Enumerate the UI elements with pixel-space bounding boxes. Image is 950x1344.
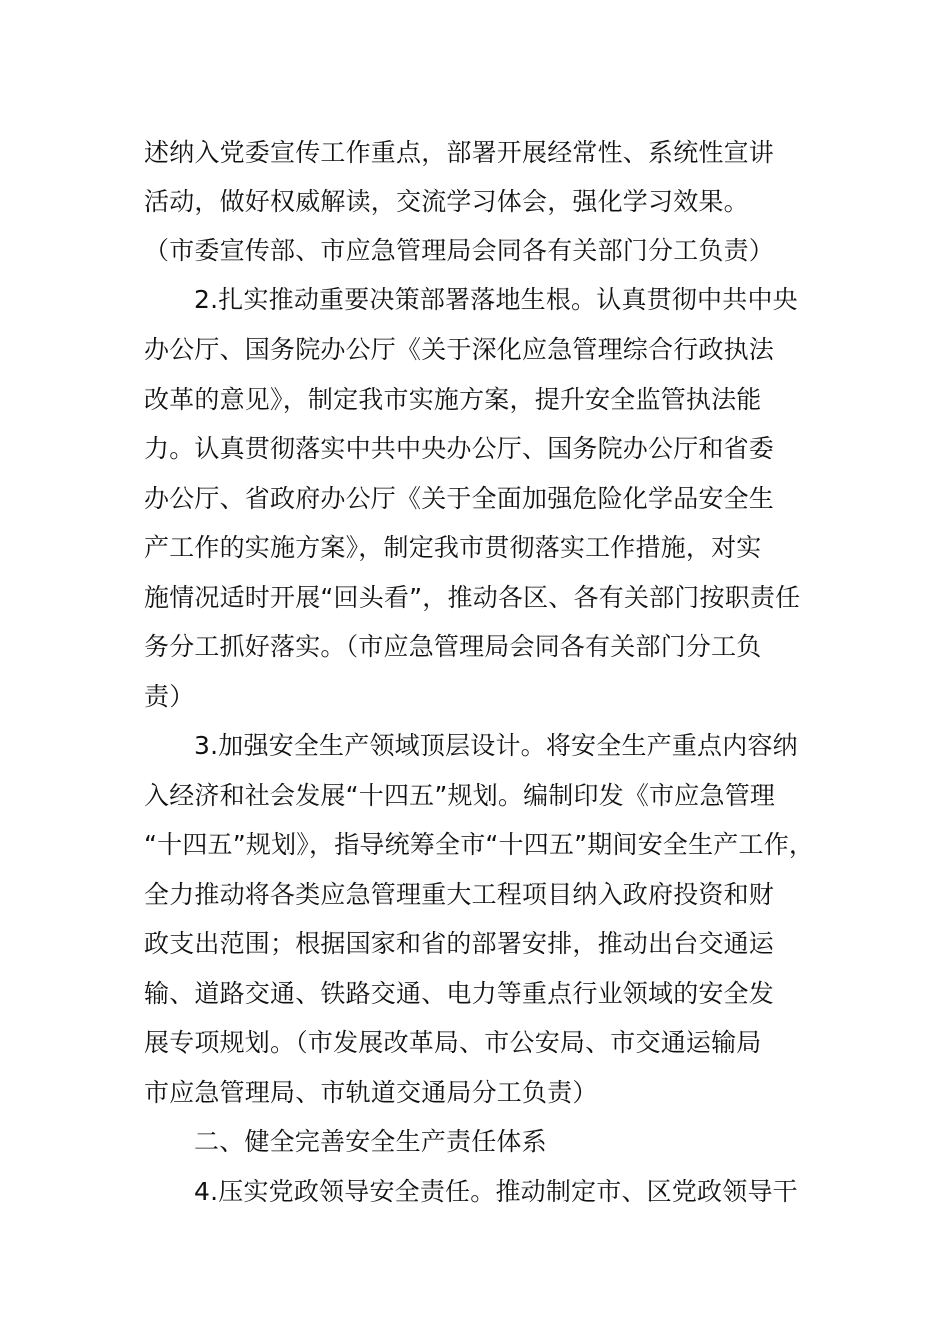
text-line: 市应急管理局、市轨道交通局分工负责） (144, 1078, 598, 1107)
text-line: 全力推动将各类应急管理重大工程项目纳入政府投资和财 (144, 880, 775, 909)
text-line: “十四五”规划》，指导统筹全市“十四五”期间安全生产工作， (144, 830, 815, 859)
paragraph-start-3: 3.加强安全生产领域顶层设计。将安全生产重点内容纳 (194, 731, 798, 760)
text-line: 输、道路交通、铁路交通、电力等重点行业领域的安全发 (144, 979, 775, 1008)
text-line: 展专项规划。（市发展改革局、市公安局、市交通运输局 (144, 1028, 762, 1057)
text-line: 力。认真贯彻落实中共中央办公厅、国务院办公厅和省委 (144, 434, 775, 463)
text-line: 入经济和社会发展“十四五”规划。编制印发《市应急管理 (144, 781, 776, 810)
text-line: 办公厅、省政府办公厅《关于全面加强危险化学品安全生 (144, 484, 775, 513)
section-heading: 二、健全完善安全生产责任体系 (194, 1127, 547, 1156)
paragraph-start-4: 4.压实党政领导安全责任。推动制定市、区党政领导干 (194, 1177, 798, 1206)
paragraph-start-2: 2.扎实推动重要决策部署落地生根。认真贯彻中共中央 (194, 285, 798, 314)
text-line: （市委宣传部、市应急管理局会同各有关部门分工负责） (144, 236, 775, 265)
text-line: 务分工抓好落实。（市应急管理局会同各有关部门分工负 (144, 632, 762, 661)
text-line: 活动，做好权威解读，交流学习体会，强化学习效果。 (144, 187, 749, 216)
text-line: 产工作的实施方案》，制定我市贯彻落实工作措施，对实 (144, 533, 762, 562)
text-line: 述纳入党委宣传工作重点，部署开展经常性、系统性宣讲 (144, 138, 775, 167)
text-line: 改革的意见》，制定我市实施方案，提升安全监管执法能 (144, 385, 762, 414)
text-line: 办公厅、国务院办公厅《关于深化应急管理综合行政执法 (144, 335, 775, 364)
text-line: 政支出范围；根据国家和省的部署安排，推动出台交通运 (144, 929, 775, 958)
text-line: 责） (144, 682, 195, 711)
text-line: 施情况适时开展“回头看”，推动各区、各有关部门按职责任 (144, 583, 801, 612)
